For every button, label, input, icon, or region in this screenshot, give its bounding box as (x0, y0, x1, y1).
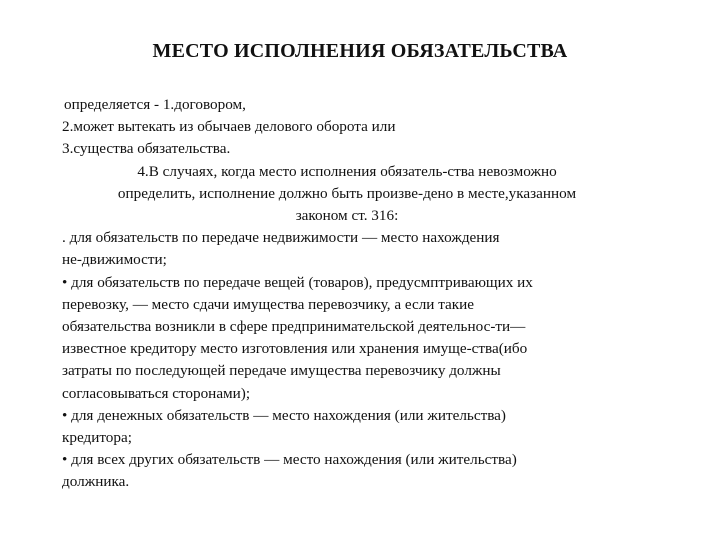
body-text (62, 94, 632, 494)
bullet-goods-line-4: известное кредитору место изготовления или хранения имуще-ства(ибо (62, 340, 528, 358)
bullet-goods-line-1: • для обязательств по передаче вещей (товаров), предусмптривающих их (62, 273, 533, 291)
bullet-goods (62, 272, 632, 405)
intro-line-2: 2.может вытекать из обычаев делового оборота или (62, 118, 396, 136)
bullet-other (62, 449, 632, 493)
bullet-monetary (62, 405, 632, 449)
bullet-other-line-2: должника. (62, 473, 130, 491)
point-4-line-3: законом ст. 316: (295, 207, 399, 225)
bullet-goods-line-3: обязательства возникли в сфере предпринимательской деятельнос-ти— (62, 318, 526, 336)
bullet-immovable-line-1: . для обязательств по передаче недвижимости — место нахождения (62, 229, 500, 247)
bullet-immovable (62, 227, 632, 271)
bullet-monetary-line-2: кредитора; (62, 429, 132, 447)
intro-line-3: 3.существа обязательства. (62, 140, 231, 158)
bullet-monetary-line-1: • для денежных обязательств — место нахождения (или жительства) (62, 406, 506, 424)
bullet-goods-line-6: согласовываться сторонами); (62, 384, 251, 402)
bullet-other-line-1: • для всех других обязательств — место нахождения (или жительства) (62, 451, 517, 469)
point-4-line-1: 4.В случаях, когда место исполнения обязатель-ства невозможно (137, 162, 557, 180)
point-4-line-2: определить, исполнение должно быть произве-дено в месте,указанном (117, 184, 577, 202)
point-4-paragraph (62, 161, 632, 228)
bullet-immovable-line-2: не-движимости; (62, 251, 167, 269)
bullet-goods-line-2: перевозку, — место сдачи имущества перевозчику, а если такие (62, 295, 475, 313)
bullet-goods-line-5: затраты по последующей передаче имущества перевозчику должны (62, 362, 501, 380)
page-title: МЕСТО ИСПОЛНЕНИЯ ОБЯЗАТЕЛЬСТВА (152, 40, 568, 62)
intro-line-1: определяется - 1.договором, (64, 96, 246, 113)
